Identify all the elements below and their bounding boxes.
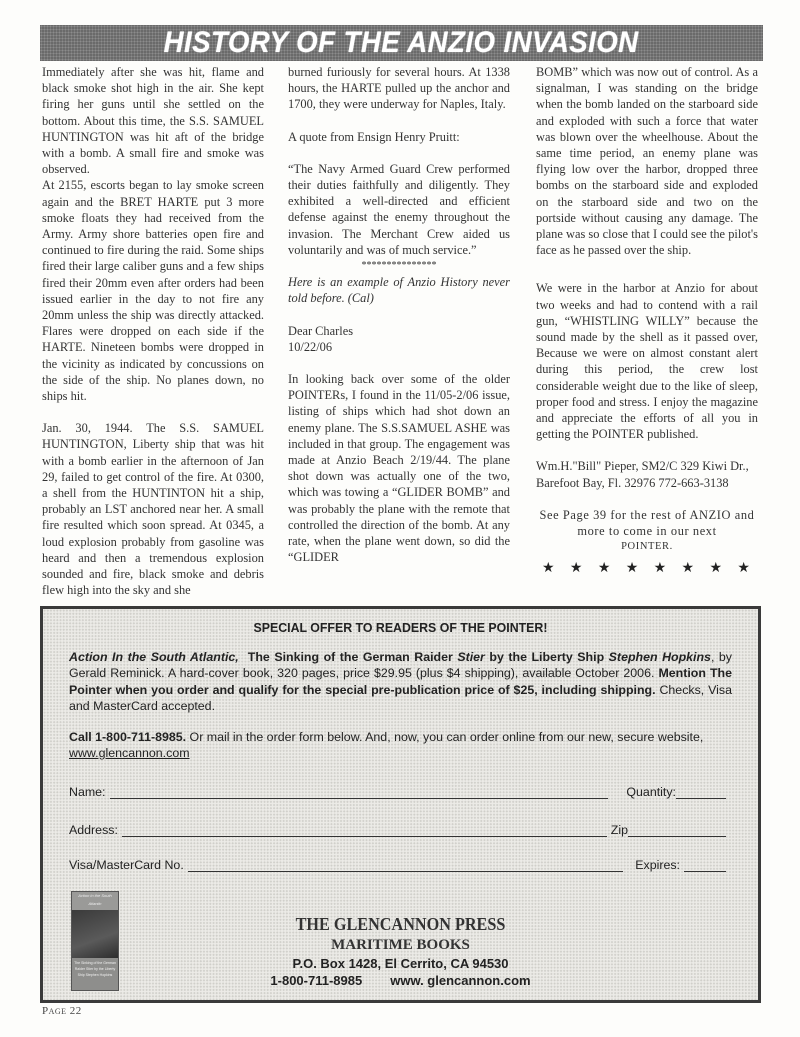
paragraph: In looking back over some of the older POINTERs, I found in the 11/05-2/06 issue, listing of ships which had shot down an enemy plane. The S.S.SAMUEL ASHE was included in that group. The engagement was made at Anzio Beach 2/19/44. The plane shot down was actually one of the two, which was towing a “GLIDER BOMB” and was probably the plane with the remote that controlled the direction of the bomb. At any rate, when the plane went down, so did the “GLIDER — [288, 372, 510, 565]
publisher-name: THE GLENCANNON PRESS — [295, 914, 506, 934]
publisher-phone: 1-800-711-8985 — [270, 973, 363, 988]
publisher-block — [43, 914, 758, 988]
order-form-row-name — [69, 785, 730, 799]
address-field[interactable] — [122, 824, 607, 837]
book-title: Action In the South Atlantic, — [69, 650, 239, 664]
star-icon: ★ — [597, 561, 611, 577]
section-separator: *************** — [361, 260, 437, 272]
continuation-note: See Page 39 for the rest of ANZIO and more to come in our next — [539, 507, 755, 539]
letter-signature: Wm.H."Bill" Pieper, SM2/C 329 Kiwi Dr., Barefoot Bay, Fl. 32976 772-663-3138 — [536, 459, 749, 490]
quote-intro: A quote from Ensign Henry Pruitt: — [288, 129, 460, 144]
expires-field[interactable] — [684, 859, 726, 872]
offer-mention: Mention The Pointer when you order and qualify for the special pre-publication price of $25, including shipping. — [69, 666, 732, 697]
quantity-label: Quantity: — [626, 785, 676, 799]
card-number-field[interactable] — [188, 859, 623, 872]
paragraph: BOMB” which was now out of control. As a signalman, I was standing on the bridge when the bomb landed on the starboard side and exploded with such a force that water was blown over the wheelhouse. About the same time period, an enemy plane was flying low over the harbor, dropped three bombs on the starboard side and exploded on the starboard side and two on the portside without causing any damage. The plane was so close that I could see the pilot's face as he passed over the ship. — [536, 65, 758, 258]
website-link[interactable]: www.glencannon.com — [69, 746, 190, 761]
article-banner — [40, 25, 763, 61]
book-subtitle-b: by the Liberty Ship — [484, 650, 609, 664]
ship-name: Stier — [457, 650, 485, 664]
quantity-field[interactable] — [676, 786, 726, 799]
order-instructions — [69, 729, 732, 762]
payment-note: Checks, Visa and MasterCard accepted. — [69, 682, 732, 713]
quote-text: “The Navy Armed Guard Crew performed their duties faithfully and diligently. They exhibited a well-directed and efficient defense against the enemy throughout the invasion. The Merchant Crew aided us voluntarily and was of much service.” — [288, 161, 510, 257]
article-column-3 — [536, 64, 758, 578]
name-field[interactable] — [110, 786, 609, 799]
publisher-address: P.O. Box 1428, El Cerrito, CA 94530 — [292, 956, 509, 971]
star-icon: ★ — [569, 561, 583, 577]
paragraph: Jan. 30, 1944. The S.S. SAMUEL HUNTINGTON, Liberty ship that was hit with a bomb earlier in the afternoon of Jan 29, failed to get control of the fire. At 0300, a shell from the HUNTINTON hit a ship, probably an LST anchored near her. A small fire resulted which soon spread. At 0345, a loud explosion probably from gasoline was heard and then a tremendous explosion sounded and fire, black smoke and debris flew high into the sky and she — [42, 421, 264, 598]
book-subtitle-a: The Sinking of the German Raider — [247, 650, 458, 664]
paragraph: burned furiously for several hours. At 1338 hours, the HARTE pulled up the anchor and 1700, they were underway for Naples, Italy. — [288, 65, 510, 112]
book-cover-title: Action in the South Atlantic — [72, 892, 118, 910]
editor-note: Here is an example of Anzio History never told before. (Cal) — [288, 275, 510, 306]
card-label: Visa/MasterCard No. — [69, 858, 184, 872]
expires-label: Expires: — [635, 858, 680, 872]
star-divider — [536, 561, 758, 577]
special-offer-box — [40, 606, 761, 1003]
book-cover-blurb: The Sinking of the German Raider Stier by the Liberty Ship Stephen Hopkins — [72, 958, 118, 991]
star-icon: ★ — [709, 561, 722, 577]
book-details: , by Gerald Reminick. A hard-cover book, 320 pages, price $29.95 (plus $4 shipping), available October 2006. — [69, 650, 732, 681]
zip-label: Zip — [610, 823, 628, 837]
star-icon: ★ — [653, 561, 667, 577]
star-icon: ★ — [737, 561, 750, 577]
address-label: Address: — [69, 823, 118, 837]
letter-salutation: Dear Charles — [288, 323, 354, 338]
article-title: HISTORY OF THE ANZIO INVASION — [164, 26, 639, 59]
star-icon: ★ — [542, 561, 555, 577]
letter-date: 10/22/06 — [288, 339, 333, 354]
order-text: Or mail in the order form below. And, now, you can order online from our new, secure website, — [186, 730, 704, 744]
page-number: Page 22 — [42, 1005, 82, 1017]
offer-title: SPECIAL OFFER TO READERS OF THE POINTER! — [253, 620, 548, 635]
continuation-note-end: POINTER. — [621, 541, 673, 553]
offer-description — [69, 649, 732, 714]
zip-field[interactable] — [628, 824, 726, 837]
name-label: Name: — [69, 785, 106, 799]
paragraph: We were in the harbor at Anzio for about two weeks and had to contend with a rail gun, “WHISTLING WILLY” because the sound made by the shell as it passed over, Because we were on almost constant alert during this period, the crew lost considerable weight due to the like of sleep, proper food and stress. I enjoy the magazine and appreciate the efforts of all you in getting the POINTER published. — [536, 281, 758, 442]
paragraph: Immediately after she was hit, flame and black smoke shot high in the air. She kept firing her guns until she settled on the bottom. About this time, the S.S. SAMUEL HUNTINGTON was hit aft of the bridge with a bomb. A small fire and smoke was observed. — [42, 65, 264, 177]
order-form-row-card — [69, 858, 730, 872]
paragraph: At 2155, escorts began to lay smoke screen again and the BRET HARTE put 3 more smoke floats they had received from the Army. Army shore batteries open fire and continued to fire during the raid. Some ships fired their large caliber guns and a few ships fired their 20mm even after orders had been issued earlier in the day to not fire any 20mm unless the ship was directly attacked. Flares were dropped on each side if the HARTE. Nineteen bombs were dropped in the vicinity as indicated by concussions on the side of the ship. No planes down, no ships hit. — [42, 178, 264, 404]
publisher-contact — [43, 973, 758, 988]
call-number: Call 1-800-711-8985. — [69, 730, 187, 744]
star-icon: ★ — [625, 561, 639, 577]
order-form-row-address — [69, 823, 730, 837]
article-column-1 — [42, 64, 264, 599]
publisher-website[interactable]: www. glencannon.com — [390, 973, 531, 988]
article-column-2 — [288, 64, 510, 565]
ship-name: Stephen Hopkins — [608, 650, 711, 664]
publisher-tagline: MARITIME BOOKS — [331, 937, 470, 953]
star-icon: ★ — [681, 561, 695, 577]
